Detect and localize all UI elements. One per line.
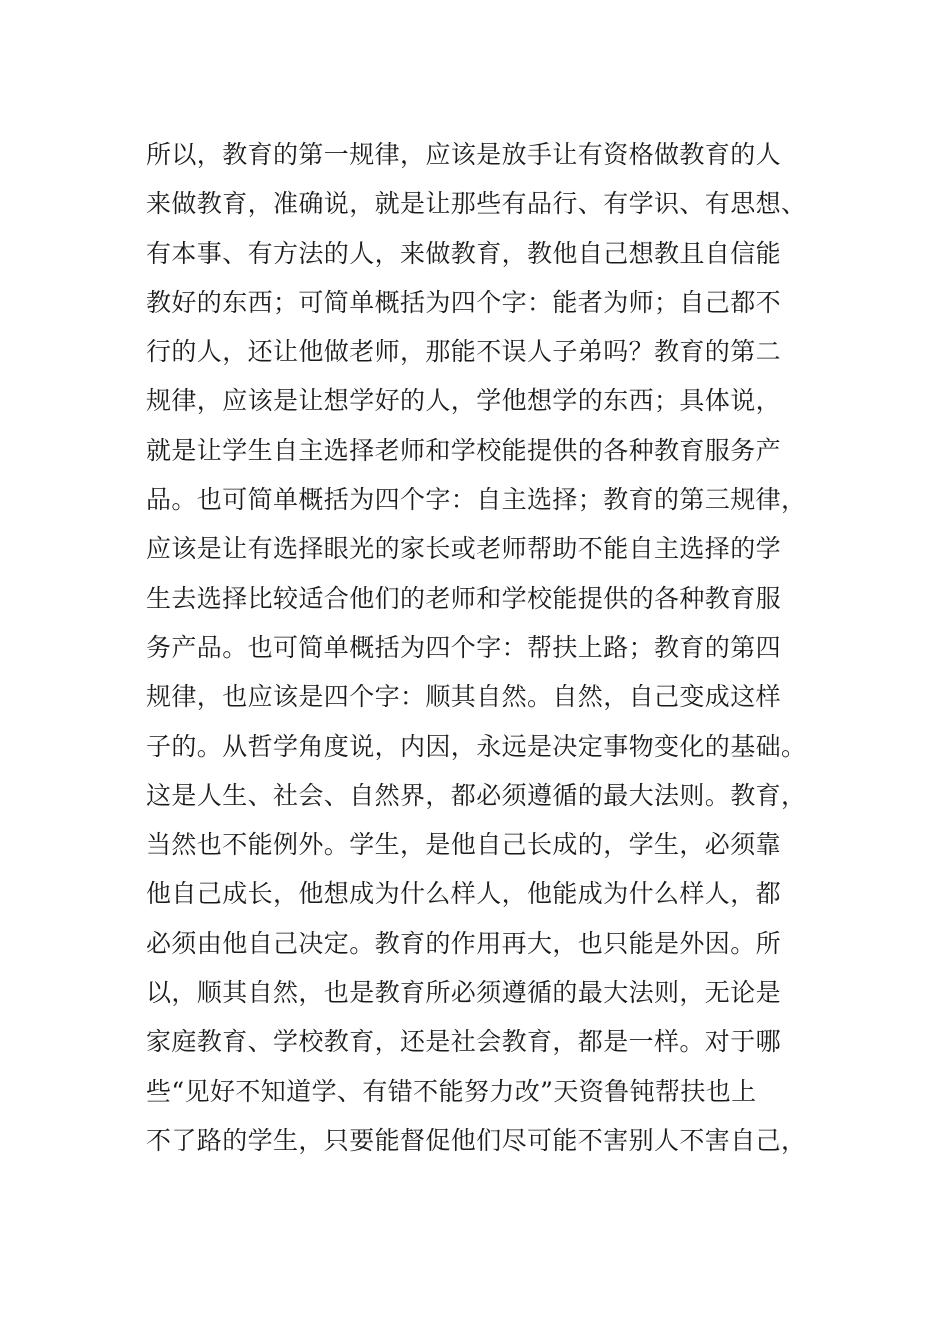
text-line: 教好的东西；可简单概括为四个字：能者为师；自己都不 xyxy=(146,287,782,317)
text-line: 品。也可简单概括为四个字：自主选择；教育的第三规律， xyxy=(146,485,807,515)
text-line: 所以，教育的第一规律，应该是放手让有资格做教育的人 xyxy=(146,140,782,169)
text-line: 应该是让有选择眼光的家长或老师帮助不能自主选择的学 xyxy=(146,534,782,564)
text-line: 规律，应该是让想学好的人，学他想学的东西；具体说， xyxy=(146,386,782,416)
text-line: 就是让学生自主选择老师和学校能提供的各种教育服务产 xyxy=(146,435,782,465)
text-line: 来做教育，准确说，就是让那些有品行、有学识、有思想、 xyxy=(146,189,807,219)
text-line: 规律，也应该是四个字：顺其自然。自然，自己变成这样 xyxy=(146,682,782,712)
text-line: 些“见好不知道学、有错不能努力改”天资鲁钝帮扶也上 xyxy=(146,1076,757,1106)
text-line: 务产品。也可简单概括为四个字：帮扶上路；教育的第四 xyxy=(146,632,782,662)
text-line: 不了路的学生，只要能督促他们尽可能不害别人不害自己， xyxy=(146,1125,807,1155)
text-line: 子的。从哲学角度说，内因，永远是决定事物变化的基础。 xyxy=(146,731,807,761)
text-line: 生去选择比较适合他们的老师和学校能提供的各种教育服 xyxy=(146,583,782,613)
body-paragraph xyxy=(146,130,806,1165)
text-line: 有本事、有方法的人，来做教育，教他自己想教且自信能 xyxy=(146,238,782,268)
text-line: 这是人生、社会、自然界，都必须遵循的最大法则。教育， xyxy=(146,780,807,810)
text-line: 家庭教育、学校教育，还是社会教育，都是一样。对于哪 xyxy=(146,1027,782,1057)
text-line: 行的人，还让他做老师，那能不误人子弟吗？教育的第二 xyxy=(146,337,782,367)
text-line: 以，顺其自然，也是教育所必须遵循的最大法则，无论是 xyxy=(146,978,782,1008)
text-line: 当然也不能例外。学生，是他自己长成的，学生，必须靠 xyxy=(146,830,782,860)
text-line: 必须由他自己决定。教育的作用再大，也只能是外因。所 xyxy=(146,928,782,958)
text-line: 他自己成长，他想成为什么样人，他能成为什么样人，都 xyxy=(146,879,782,909)
